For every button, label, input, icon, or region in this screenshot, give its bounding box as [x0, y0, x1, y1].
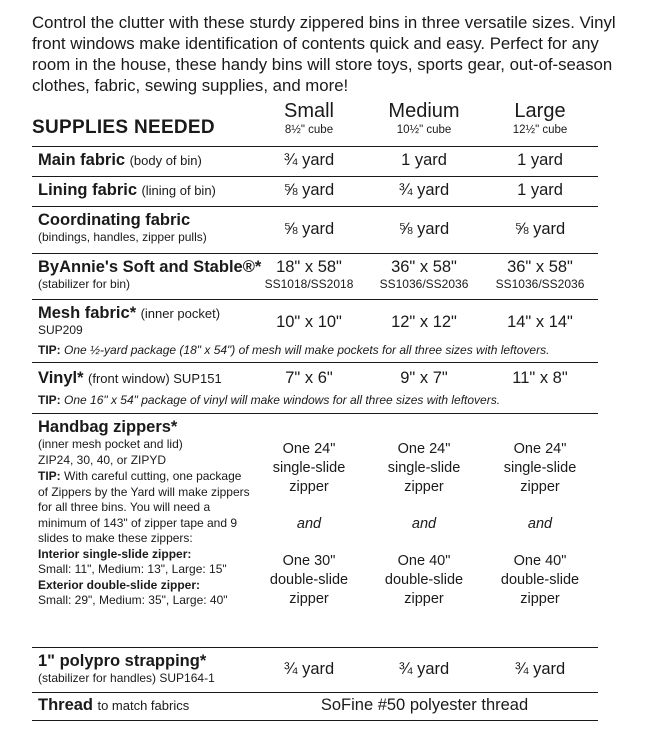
- value-small: 10" x 10": [276, 313, 342, 331]
- row-note: (inner pocket): [140, 306, 221, 321]
- size-large-header: [482, 100, 598, 138]
- zipper-line: single-slide: [503, 460, 577, 476]
- row-code: SUP209: [38, 323, 83, 337]
- size-medium-header: [366, 100, 482, 138]
- code-small: SS1018/SS2018: [264, 277, 354, 291]
- row-name: Mesh fabric*: [38, 304, 137, 322]
- zipper-line: zipper: [404, 591, 444, 607]
- row-code: ZIP24, 30, 40, or ZIPYD: [38, 452, 167, 467]
- supplies-title: SUPPLIES NEEDED: [32, 117, 215, 138]
- value-large: 11" x 8": [512, 369, 568, 387]
- zipper-line: zipper: [520, 591, 560, 607]
- value-medium: ¾ yard: [398, 660, 450, 678]
- value-medium: 36" x 58": [391, 258, 457, 276]
- zipper-and: and: [527, 516, 553, 532]
- zipper-line: One 24": [282, 441, 336, 457]
- zipper-small: [251, 440, 367, 609]
- row-soft-and-stable: [32, 253, 598, 299]
- zipper-medium: [366, 440, 482, 609]
- code-medium: SS1036/SS2036: [379, 277, 469, 291]
- value-large: 36" x 58": [507, 258, 573, 276]
- row-note: (stabilizer for handles) SUP164-1: [38, 671, 215, 685]
- mesh-tip: [38, 343, 549, 357]
- row-name: 1" polypro strapping*: [38, 652, 207, 670]
- zipper-tip: [38, 469, 250, 547]
- zipper-line: zipper: [289, 591, 329, 607]
- value-small: ¾ yard: [283, 660, 335, 678]
- row-handbag-zippers: [32, 413, 598, 647]
- zipper-large: [482, 440, 598, 609]
- interior-values: Small: 11", Medium: 13", Large: 15": [38, 562, 227, 576]
- value-medium: ¾ yard: [398, 181, 450, 199]
- row-name: Handbag zippers*: [38, 418, 178, 436]
- zipper-line: One 40": [513, 553, 567, 569]
- zipper-line: One 24": [397, 441, 451, 457]
- zipper-line: One 40": [397, 553, 451, 569]
- row-name: Lining fabric: [38, 181, 137, 199]
- row-polypro-strapping: [32, 647, 598, 692]
- zipper-line: One 24": [513, 441, 567, 457]
- value-small: 7" x 6": [285, 369, 333, 387]
- vinyl-tip: [38, 393, 500, 407]
- code-large: SS1036/SS2036: [495, 277, 585, 291]
- row-lining-fabric: [32, 176, 598, 206]
- row-note: to match fabrics: [97, 698, 190, 713]
- value-medium: 12" x 12": [391, 313, 457, 331]
- row-mesh-fabric: [32, 299, 598, 362]
- row-note: (stabilizer for bin): [38, 277, 131, 291]
- value-large: 1 yard: [517, 151, 563, 169]
- thread-value: SoFine #50 polyester thread: [320, 696, 529, 714]
- size-name: Medium: [388, 100, 460, 122]
- row-name: Main fabric: [38, 151, 126, 169]
- tip-label: TIP:: [38, 393, 61, 407]
- interior-label: Interior single-slide zipper:: [38, 546, 192, 561]
- value-medium: 9" x 7": [400, 369, 448, 387]
- row-name: Coordinating fabric: [38, 211, 191, 229]
- size-small-header: [251, 100, 367, 138]
- value-large: 14" x 14": [507, 313, 573, 331]
- zipper-line: zipper: [520, 479, 560, 495]
- tip-text: One 16" x 54" package of vinyl will make windows for all three sizes with leftovers.: [64, 393, 501, 407]
- row-note: (front window) SUP151: [88, 371, 222, 386]
- size-name: Small: [283, 100, 334, 122]
- intro-paragraph: Control the clutter with these sturdy zippered bins in three versatile sizes. Vinyl front windows make identification of contents quick and easy. Perfect for any room in the house, these handy bins will store toys, sports gear, out-of-season clothes, fabric, sewing supplies, and more!: [32, 13, 616, 95]
- value-small: 18" x 58": [276, 258, 342, 276]
- zipper-and: and: [411, 516, 437, 532]
- row-note: (lining of bin): [141, 183, 216, 198]
- row-name: Thread: [38, 696, 94, 714]
- row-name: Vinyl*: [38, 369, 84, 387]
- table-header: [0, 100, 660, 146]
- value-large: 1 yard: [517, 181, 563, 199]
- row-coordinating-fabric: [32, 206, 598, 253]
- zipper-line: double-slide: [500, 572, 580, 588]
- tip-label: TIP:: [38, 343, 61, 357]
- value-medium: ⅝ yard: [398, 220, 450, 238]
- row-vinyl: [32, 362, 598, 413]
- zipper-line: single-slide: [387, 460, 461, 476]
- row-main-fabric: [32, 146, 598, 176]
- value-small: ⅝ yard: [283, 181, 335, 199]
- value-large: ¾ yard: [514, 660, 566, 678]
- size-cube: 10½" cube: [396, 124, 452, 136]
- row-note: (body of bin): [129, 153, 202, 168]
- row-note: (bindings, handles, zipper pulls): [38, 230, 207, 244]
- zipper-and: and: [296, 516, 322, 532]
- row-note: (inner mesh pocket and lid): [38, 437, 183, 451]
- zipper-line: One 30": [282, 553, 336, 569]
- value-medium: 1 yard: [401, 151, 447, 169]
- zipper-line: single-slide: [272, 460, 346, 476]
- zipper-line: double-slide: [269, 572, 349, 588]
- tip-text: With careful cutting, one package of Zippers by the Yard will make zippers for all three bins. You will need a minimum of 143" of zipper tape and 9 slides to make these zippers:: [38, 469, 250, 545]
- row-thread: [32, 692, 598, 721]
- zipper-line: zipper: [404, 479, 444, 495]
- value-small: ⅝ yard: [283, 220, 335, 238]
- value-large: ⅝ yard: [514, 220, 566, 238]
- tip-label: TIP:: [38, 469, 61, 483]
- value-small: ¾ yard: [283, 151, 335, 169]
- tip-text: One ½-yard package (18" x 54") of mesh will make pockets for all three sizes with leftovers.: [64, 343, 550, 357]
- exterior-values: Small: 29", Medium: 35", Large: 40": [38, 593, 228, 607]
- zipper-line: double-slide: [384, 572, 464, 588]
- exterior-label: Exterior double-slide zipper:: [38, 577, 201, 592]
- size-cube: 12½" cube: [512, 124, 568, 136]
- row-name: ByAnnie's Soft and Stable®*: [38, 258, 262, 276]
- size-cube: 8½" cube: [284, 124, 334, 136]
- zipper-line: zipper: [289, 479, 329, 495]
- size-name: Large: [514, 100, 566, 122]
- supplies-table: [32, 146, 598, 721]
